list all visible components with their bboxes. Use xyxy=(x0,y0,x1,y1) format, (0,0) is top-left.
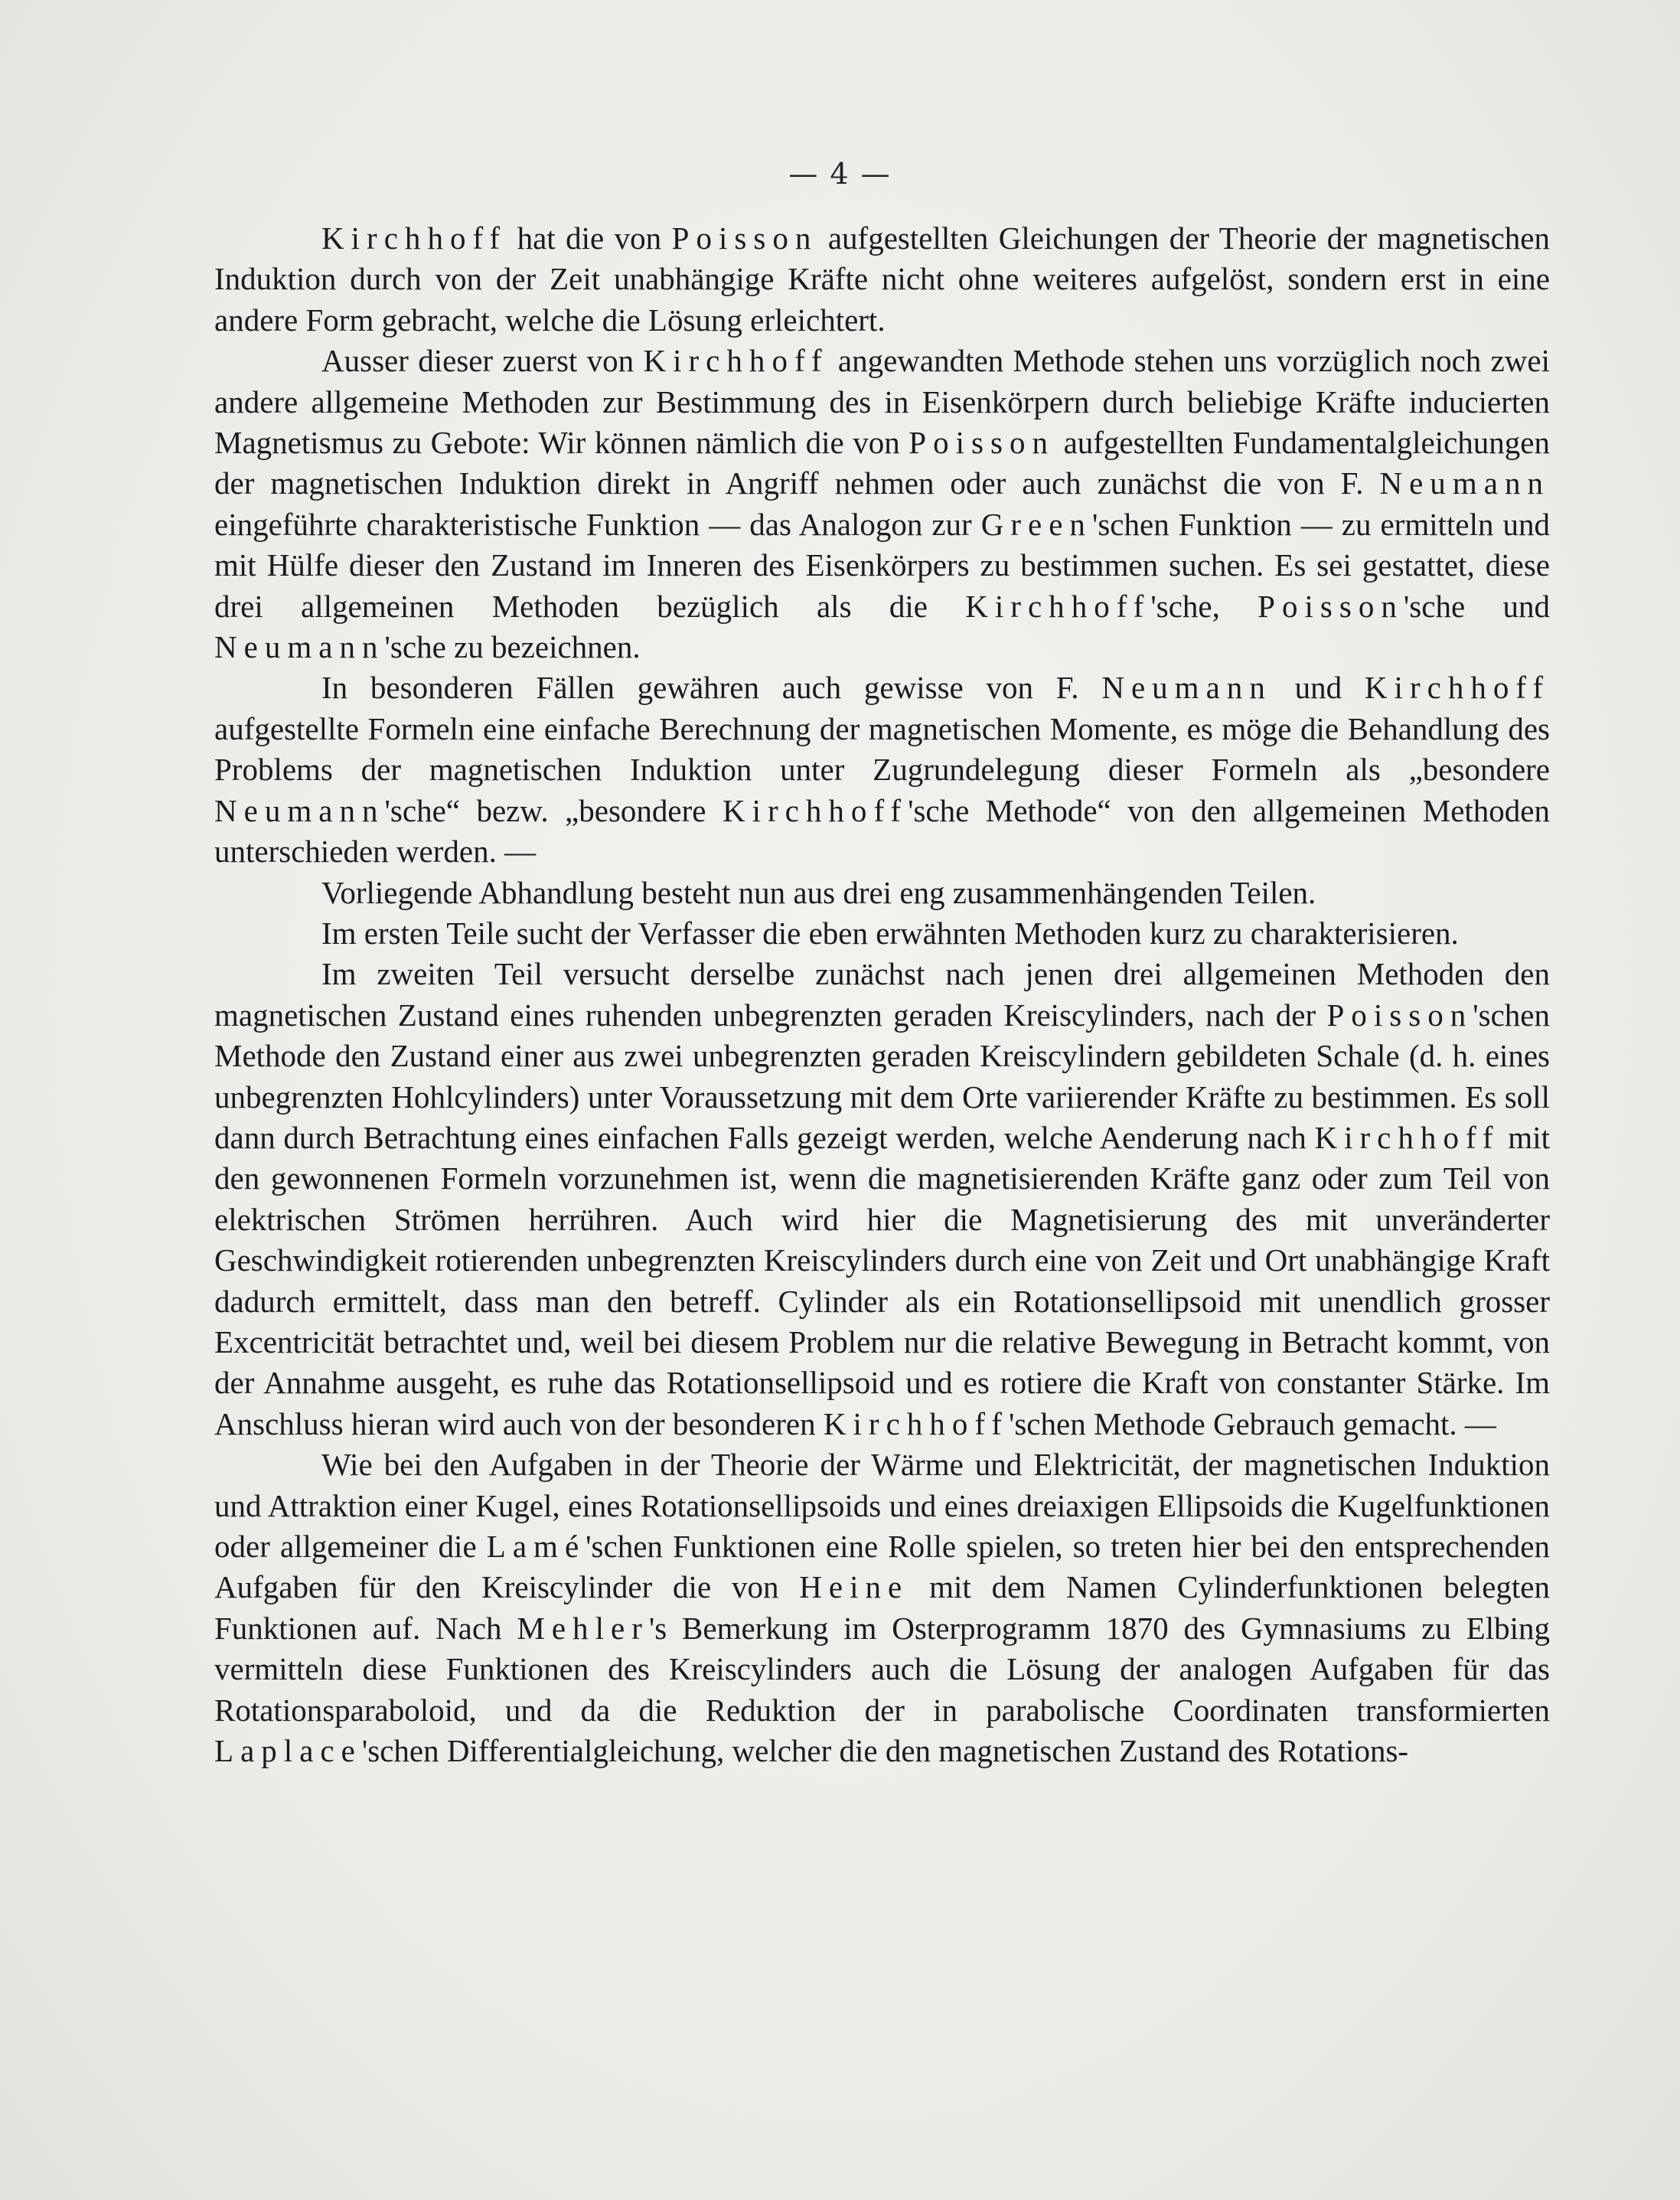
paragraph xyxy=(214,341,1550,668)
text-run: 'schen Funktionen eine Rolle spielen, so treten hier bei den entsprechenden Aufgaben für den Kreiscylinder die von xyxy=(214,1529,1550,1605)
text-run: aufgestellten Gleichungen der Theorie der magnetischen Induktion durch von der Zeit unabhängige Kräfte nicht ohne weiteres aufgelöst, sondern erst in eine andere Form gebracht, welche die Lösung erleichtert. xyxy=(214,220,1550,338)
paragraph xyxy=(214,913,1550,954)
text-run: In besonderen Fällen gewähren auch gewisse von F. xyxy=(321,670,1102,706)
text-run: 'sche“ bezw. „besondere xyxy=(384,792,723,828)
text-run: hat die von xyxy=(507,220,672,256)
text-run: Wie bei den Aufgaben in der Theorie der Wärme und Elektricität, der magnetischen Induktion und Attraktion einer Kugel, eines Rotationsellipsoids und eines dreiaxigen Ellipsoids die Kugelfunktionen oder allgemeiner die xyxy=(214,1447,1550,1564)
text-run: Im zweiten Teil versucht derselbe zunächst nach jenen drei allgemeinen Methoden den magnetischen Zustand eines ruhenden unbegrenzten geraden Kreiscylinders, nach der xyxy=(214,956,1550,1033)
spaced-name: Kirchhoff xyxy=(722,792,909,828)
spaced-name: Laplace xyxy=(214,1733,362,1769)
spaced-name: Lamé xyxy=(486,1529,586,1564)
paragraph xyxy=(214,954,1550,1444)
body-text xyxy=(214,218,1550,1771)
paragraph xyxy=(214,668,1550,872)
spaced-name: Neumann xyxy=(214,629,385,665)
spaced-name: Kirchhoff xyxy=(1314,1119,1500,1155)
spaced-name: Kirchhoff xyxy=(823,1405,1009,1441)
page-number: — 4 — xyxy=(788,157,892,191)
spaced-name: Neumann xyxy=(1379,465,1550,501)
text-run: 'schen Differentialgleichung, welcher die den magnetischen Zustand des Rotations- xyxy=(361,1733,1409,1769)
text-run: eingeführte charakteristische Funktion — das Analogon zur xyxy=(214,506,981,542)
spaced-name: Poisson xyxy=(1258,588,1404,624)
paragraph xyxy=(214,873,1550,913)
spaced-name: Poisson xyxy=(909,425,1055,461)
spaced-name: Poisson xyxy=(671,220,818,256)
spaced-name: Poisson xyxy=(1326,997,1473,1033)
text-run: 'sche zu bezeichnen. xyxy=(384,629,641,665)
spaced-name: Kirchhoff xyxy=(1364,670,1551,706)
text-run: 'schen Methode den Zustand einer aus zwei unbegrenzten geraden Kreiscylindern gebildeten Schale (d. h. eines unbegrenzten Hohlcylinders) unter Voraussetzung mit dem Orte variierender Kräfte zu bestimmen. Es soll dann durch Betrachtung eines einfachen Falls gezeigt werden, welche Aenderung nach xyxy=(214,997,1550,1155)
text-run: mit dem Namen Cylinderfunktionen belegten Funktionen auf. Nach xyxy=(214,1569,1550,1646)
spaced-name: Kirchhoff xyxy=(965,588,1151,624)
text-run: 's Bemerkung im Osterprogramm 1870 des Gymnasiums zu Elbing vermitteln diese Funktionen des Kreiscylinders auch die Lösung der analogen Aufgaben für das Rotationsparaboloid, und da die Reduktion der in parabolische Coordinaten transformierten xyxy=(214,1610,1551,1728)
text-run: 'schen Methode Gebrauch gemacht. — xyxy=(1008,1405,1496,1441)
text-run: mit den gewonnenen Formeln vorzunehmen ist, wenn die magnetisierenden Kräfte ganz oder zum Teil von elektrischen Strömen herrühren. Auch wird hier die Magnetisierung des mit unveränderter Geschwindigkeit rotierenden unbegrenzten Kreiscylinders durch eine von Zeit und Ort unabhängige Kraft dadurch ermittelt, dass man den betreff. Cylinder als ein Rotationsellipsoid mit unendlich grosser Excentricität betrachtet und, weil bei diesem Problem nur die relative Bewegung in Betracht kommt, von der Annahme ausgeht, es ruhe das Rotationsellipsoid und es rotiere die Kraft von constanter Stärke. Im Anschluss hieran wird auch von der besonderen xyxy=(214,1119,1550,1441)
text-run: Vorliegende Abhandlung besteht nun aus drei eng zusammenhängenden Teilen. xyxy=(321,874,1316,910)
text-run: aufgestellte Formeln eine einfache Berechnung der magnetischen Momente, es möge die Behandlung des Problems der magnetischen Induktion unter Zugrundelegung dieser Formeln als „besondere xyxy=(214,710,1550,788)
spaced-name: Mehler xyxy=(517,1610,649,1646)
spaced-name: Neumann xyxy=(1101,670,1272,706)
spaced-name: Neumann xyxy=(214,792,385,828)
spaced-name: Kirchhoff xyxy=(643,343,829,379)
text-run: und xyxy=(1271,670,1365,706)
text-run: Ausser dieser zuerst von xyxy=(321,343,644,379)
text-run: 'sche und xyxy=(1403,588,1550,624)
text-run: aufgestellten Fundamentalgleichungen der magnetischen Induktion direkt in Angriff nehmen oder auch zunächst die von F. xyxy=(214,425,1550,501)
spaced-name: Kirchhoff xyxy=(321,220,507,256)
text-run: 'sche, xyxy=(1150,588,1258,624)
spaced-name: Heine xyxy=(799,1569,909,1605)
text-run: angewandten Methode stehen uns vorzüglich noch zwei andere allgemeine Methoden zur Bestimmung des in Eisenkörpern durch beliebige Kräfte inducierten Magnetismus zu Gebote: Wir können nämlich die von xyxy=(214,343,1551,461)
spaced-name: Green xyxy=(980,506,1092,542)
paragraph xyxy=(214,1444,1550,1771)
text-run: Im ersten Teile sucht der Verfasser die eben erwähnten Methoden kurz zu charakterisieren. xyxy=(321,915,1459,951)
paragraph xyxy=(214,218,1550,341)
text-run: 'sche Methode“ von den allgemeinen Methoden unterschieden werden. — xyxy=(214,792,1550,870)
text-run: 'schen Funktion — zu ermitteln und mit Hülfe dieser den Zustand im Inneren des Eisenkörpers zu bestimmen suchen. Es sei gestattet, diese drei allgemeinen Methoden bezüglich als die xyxy=(214,506,1550,624)
